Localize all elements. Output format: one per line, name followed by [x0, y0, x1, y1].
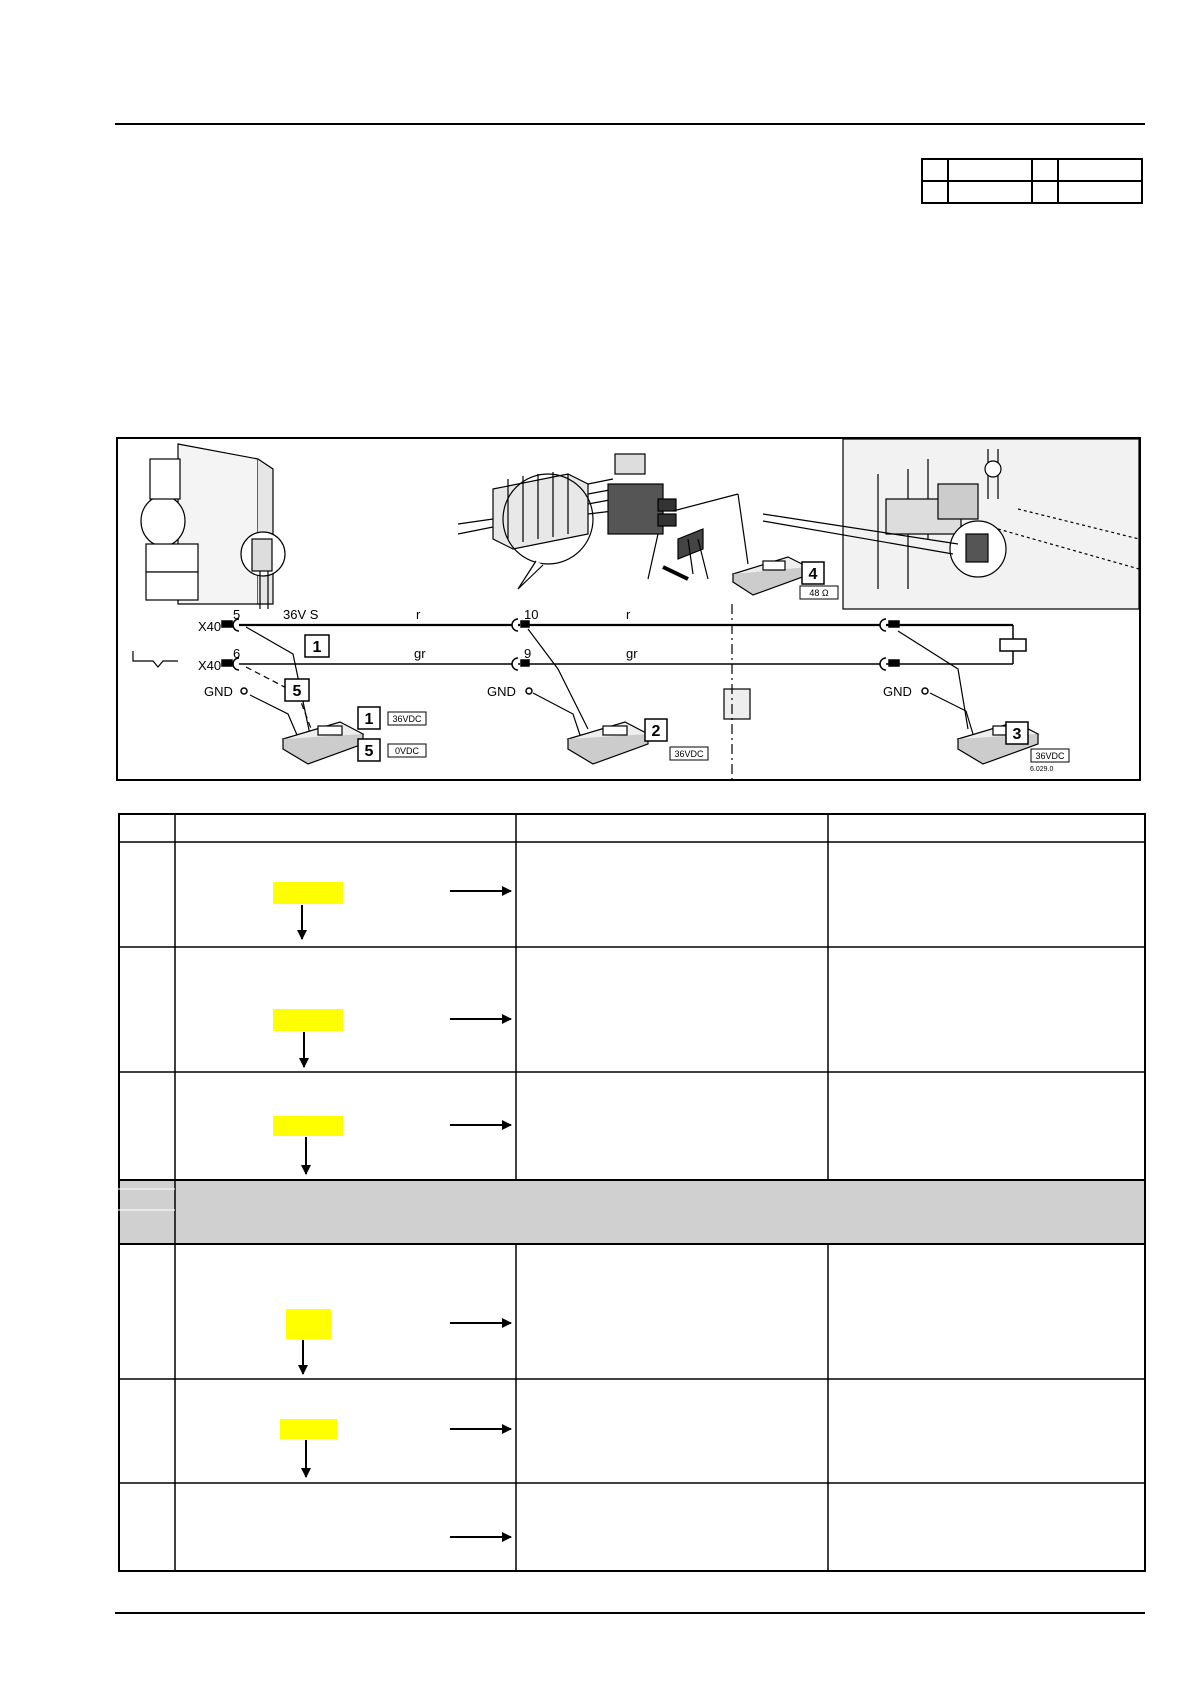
connector-label: X40 [198, 658, 222, 673]
reading-label: 36VDC [674, 749, 704, 759]
ref-cell [922, 159, 948, 181]
header-rule [115, 123, 1145, 125]
ref-cell [1058, 181, 1142, 203]
connector-label: X40 [198, 619, 222, 634]
callout-number: 2 [651, 723, 661, 740]
wiring-diagram [116, 437, 1141, 781]
signal-label: 36V S [283, 607, 319, 622]
control-board-illustration [141, 444, 285, 609]
troubleshooting-grid [118, 813, 1146, 1572]
callout-number: 4 [808, 566, 818, 583]
reading-label: 0VDC [394, 746, 420, 756]
pin-label: 5 [233, 607, 241, 622]
multimeter-2 [568, 722, 648, 764]
figure-code: 6.029.0 [1030, 766, 1054, 773]
multimeter-1-5 [283, 722, 363, 764]
ref-cell [1032, 181, 1058, 203]
pin-label: 9 [524, 646, 532, 661]
troubleshooting-table [118, 813, 1146, 1572]
multimeter-4 [733, 494, 808, 595]
harness-connector-illustration [458, 472, 615, 589]
pin-label: 10 [524, 607, 539, 622]
reading-label: 36VDC [392, 714, 422, 724]
callout-number: 3 [1012, 726, 1022, 743]
callout-number: 5 [292, 683, 302, 700]
ref-cell [922, 181, 948, 203]
footer-rule [115, 1612, 1145, 1614]
ref-cell [948, 159, 1032, 181]
callout-number: 5 [364, 743, 374, 760]
result-highlights [273, 882, 343, 1439]
wire-color-label: r [416, 607, 421, 622]
separator-row [118, 1180, 1146, 1244]
solenoid-valve-illustration [608, 454, 738, 579]
callout-number: 1 [312, 639, 322, 656]
reference-box [921, 158, 1143, 204]
wire-color-label: gr [414, 646, 426, 661]
reading-boxes [388, 586, 1069, 762]
ref-cell [948, 181, 1032, 203]
wire-color-label: r [626, 607, 631, 622]
gnd-label: GND [883, 684, 912, 699]
gnd-label: GND [204, 684, 233, 699]
wiring-svg [118, 439, 1139, 779]
callout-number: 1 [364, 711, 374, 728]
ref-cell [1032, 159, 1058, 181]
wire-color-label: gr [626, 646, 638, 661]
ref-cell [1058, 159, 1142, 181]
reading-label: 36VDC [1035, 751, 1065, 761]
reading-label: 48 Ω [809, 588, 829, 598]
pin-label: 6 [233, 646, 241, 661]
gnd-label: GND [487, 684, 516, 699]
